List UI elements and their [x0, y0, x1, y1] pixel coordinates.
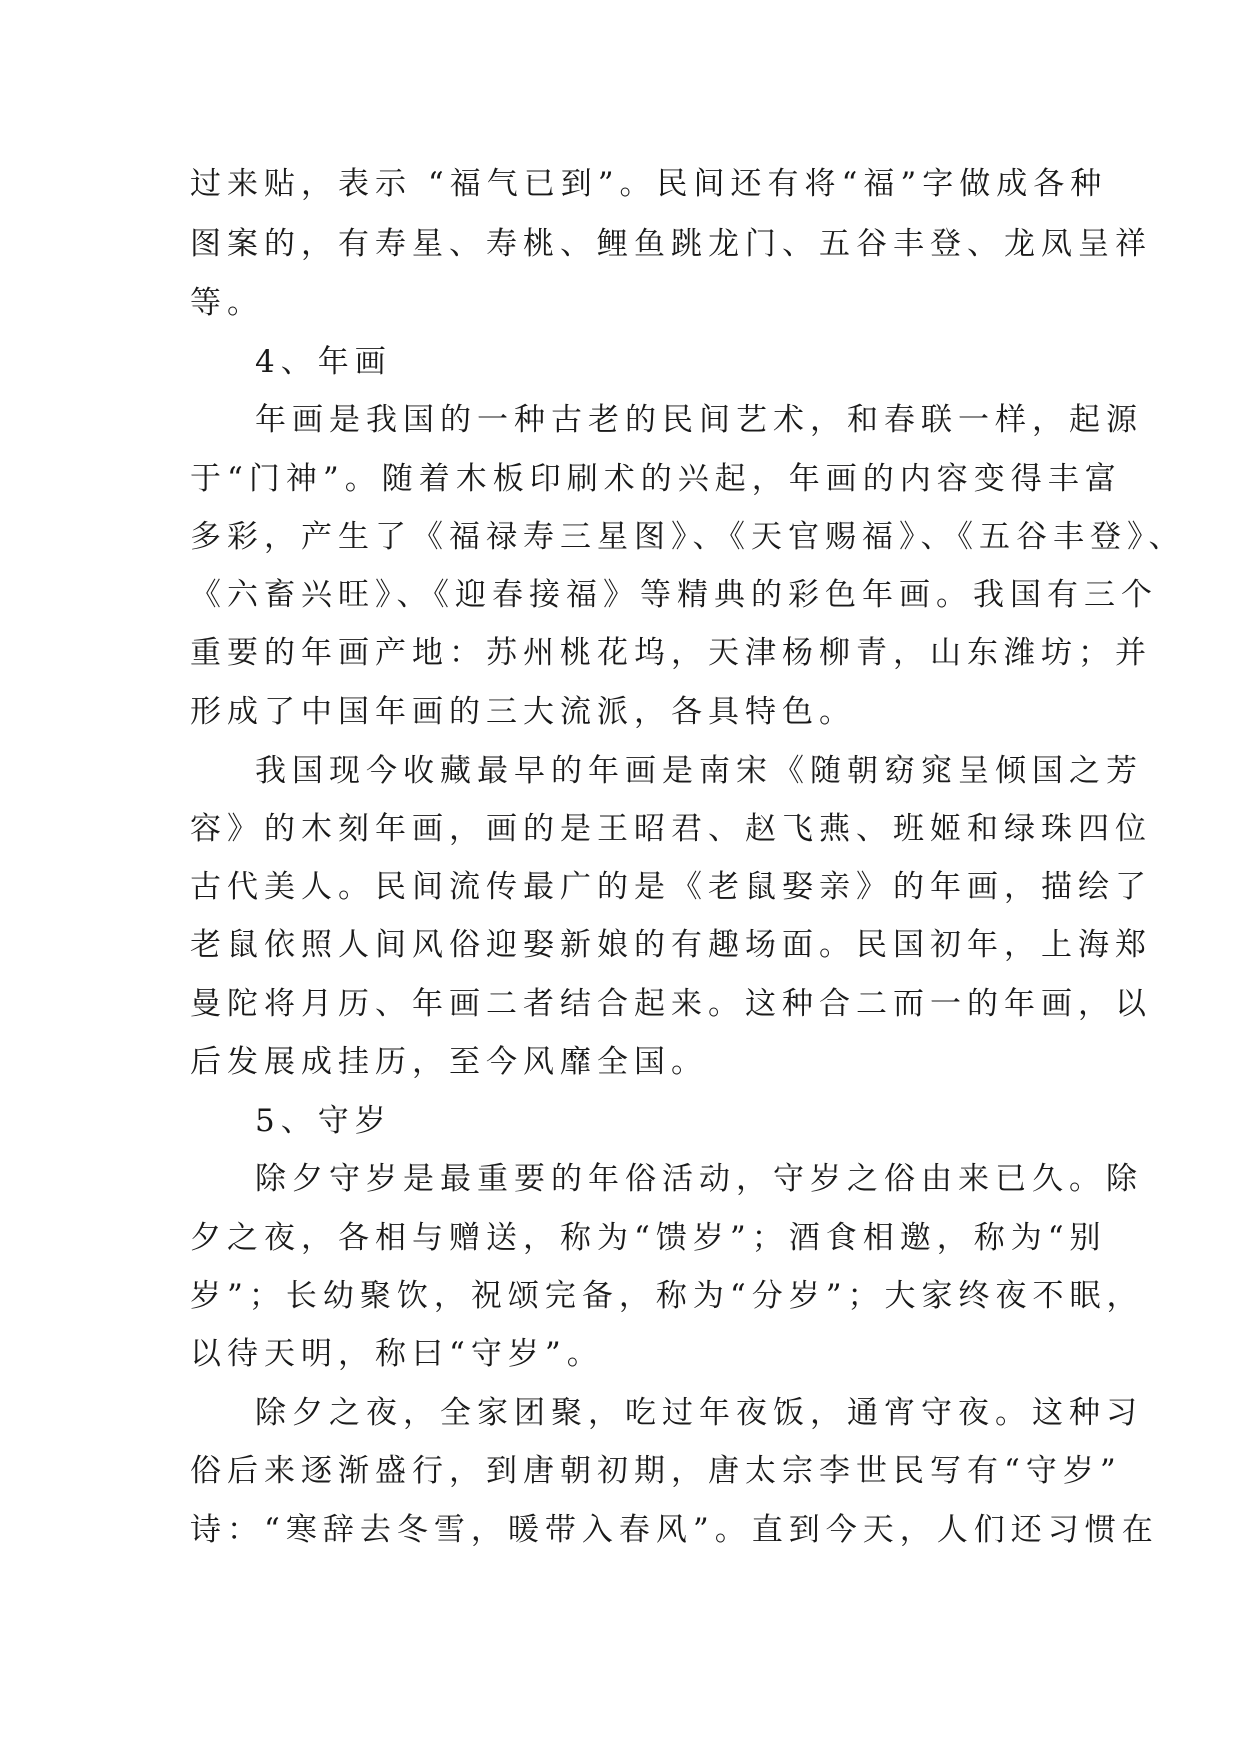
- text-line: 重要的年画产地：苏州桃花坞，天津杨柳青，山东潍坊；并: [190, 635, 1152, 671]
- text-line: 诗：“寒辞去冬雪，暖带入春风”。直到今天，人们还习惯在: [190, 1512, 1159, 1548]
- text-line: 形成了中国年画的三大流派，各具特色。: [190, 694, 856, 730]
- text-line: 多彩，产生了《福禄寿三星图》、《天官赐福》、《五谷丰登》、: [190, 519, 1186, 555]
- text-line: 古代美人。民间流传最广的是《老鼠娶亲》的年画，描绘了: [190, 869, 1152, 905]
- text-line: 夕之夜，各相与赠送，称为“馈岁”；酒食相邀，称为“别: [190, 1220, 1107, 1256]
- text-line: 年画是我国的一种古老的民间艺术，和春联一样，起源: [255, 402, 1143, 438]
- text-line: 以待天明，称曰“守岁”。: [190, 1336, 604, 1372]
- text-line: 过来贴，表示 “福气已到”。民间还有将“福”字做成各种: [190, 166, 1108, 202]
- text-line: 后发展成挂历，至今风靡全国。: [190, 1044, 708, 1080]
- text-line: 俗后来逐渐盛行，到唐朝初期，唐太宗李世民写有“守岁”: [190, 1453, 1122, 1489]
- text-line: 老鼠依照人间风俗迎娶新娘的有趣场面。民国初年，上海郑: [190, 927, 1152, 963]
- text-line: 容》的木刻年画，画的是王昭君、赵飞燕、班姬和绿珠四位: [190, 811, 1152, 847]
- text-line: 岁”；长幼聚饮，祝颂完备，称为“分岁”；大家终夜不眠，: [190, 1278, 1144, 1314]
- text-line: 除夕之夜，全家团聚，吃过年夜饭，通宵守夜。这种习: [255, 1395, 1143, 1431]
- text-line: 《六畜兴旺》、《迎春接福》等精典的彩色年画。我国有三个: [190, 577, 1158, 613]
- text-line: 图案的，有寿星、寿桃、鲤鱼跳龙门、五谷丰登、龙凤呈祥: [190, 226, 1152, 262]
- section-heading: 5、守岁: [255, 1103, 392, 1139]
- text-line: 我国现今收藏最早的年画是南宋《随朝窈窕呈倾国之芳: [255, 753, 1143, 789]
- text-line: 等。: [190, 285, 264, 321]
- text-line: 除夕守岁是最重要的年俗活动，守岁之俗由来已久。除: [255, 1161, 1143, 1197]
- section-heading: 4、年画: [255, 344, 392, 380]
- text-line: 曼陀将月历、年画二者结合起来。这种合二而一的年画，以: [190, 986, 1152, 1022]
- text-line: 于“门神”。随着木板印刷术的兴起，年画的内容变得丰富: [190, 461, 1122, 497]
